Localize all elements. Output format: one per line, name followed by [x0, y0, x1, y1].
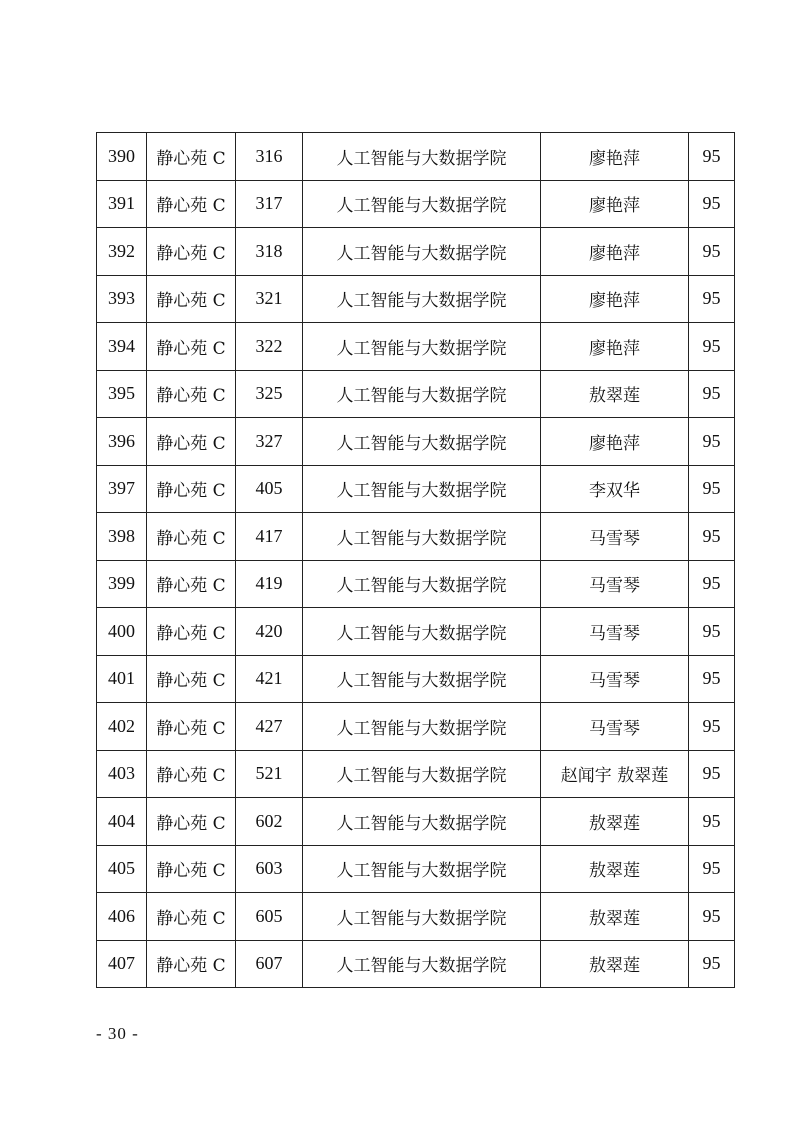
room-number-cell: 327 — [236, 418, 303, 466]
table-row — [97, 323, 735, 371]
score-cell: 95 — [689, 323, 735, 371]
row-number-cell: 402 — [97, 703, 147, 751]
table-row — [97, 655, 735, 703]
score-cell: 95 — [689, 703, 735, 751]
score-cell: 95 — [689, 133, 735, 181]
building-cell: 静心苑 C — [147, 133, 236, 181]
room-number-cell: 321 — [236, 275, 303, 323]
room-number-cell: 427 — [236, 703, 303, 751]
room-number-cell: 605 — [236, 893, 303, 941]
college-cell: 人工智能与大数据学院 — [303, 703, 541, 751]
room-number-cell: 405 — [236, 465, 303, 513]
teacher-cell: 赵闻宇 敖翠莲 — [541, 750, 689, 798]
college-cell: 人工智能与大数据学院 — [303, 893, 541, 941]
score-cell: 95 — [689, 940, 735, 988]
row-number-cell: 394 — [97, 323, 147, 371]
college-cell: 人工智能与大数据学院 — [303, 465, 541, 513]
score-cell: 95 — [689, 893, 735, 941]
row-number-cell: 392 — [97, 228, 147, 276]
teacher-cell: 敖翠莲 — [541, 370, 689, 418]
teacher-cell: 廖艳萍 — [541, 228, 689, 276]
row-number-cell: 397 — [97, 465, 147, 513]
room-number-cell: 420 — [236, 608, 303, 656]
table-row — [97, 940, 735, 988]
room-number-cell: 421 — [236, 655, 303, 703]
row-number-cell: 398 — [97, 513, 147, 561]
score-cell: 95 — [689, 418, 735, 466]
college-cell: 人工智能与大数据学院 — [303, 560, 541, 608]
row-number-cell: 405 — [97, 845, 147, 893]
teacher-cell: 廖艳萍 — [541, 275, 689, 323]
score-cell: 95 — [689, 180, 735, 228]
college-cell: 人工智能与大数据学院 — [303, 275, 541, 323]
building-cell: 静心苑 C — [147, 703, 236, 751]
teacher-cell: 敖翠莲 — [541, 798, 689, 846]
teacher-cell: 敖翠莲 — [541, 940, 689, 988]
teacher-cell: 廖艳萍 — [541, 323, 689, 371]
score-cell: 95 — [689, 798, 735, 846]
table-row — [97, 465, 735, 513]
table-row — [97, 133, 735, 181]
score-cell: 95 — [689, 513, 735, 561]
score-cell: 95 — [689, 228, 735, 276]
teacher-cell: 马雪琴 — [541, 655, 689, 703]
building-cell: 静心苑 C — [147, 845, 236, 893]
teacher-cell: 马雪琴 — [541, 513, 689, 561]
score-cell: 95 — [689, 560, 735, 608]
table-row — [97, 228, 735, 276]
college-cell: 人工智能与大数据学院 — [303, 418, 541, 466]
row-number-cell: 395 — [97, 370, 147, 418]
row-number-cell: 401 — [97, 655, 147, 703]
teacher-cell: 马雪琴 — [541, 703, 689, 751]
table-row — [97, 703, 735, 751]
table-row — [97, 370, 735, 418]
teacher-cell: 廖艳萍 — [541, 180, 689, 228]
college-cell: 人工智能与大数据学院 — [303, 845, 541, 893]
room-number-cell: 603 — [236, 845, 303, 893]
room-number-cell: 316 — [236, 133, 303, 181]
table-body — [97, 133, 735, 988]
table-row — [97, 275, 735, 323]
building-cell: 静心苑 C — [147, 560, 236, 608]
table-row — [97, 750, 735, 798]
college-cell: 人工智能与大数据学院 — [303, 133, 541, 181]
building-cell: 静心苑 C — [147, 513, 236, 561]
room-number-cell: 607 — [236, 940, 303, 988]
building-cell: 静心苑 C — [147, 180, 236, 228]
building-cell: 静心苑 C — [147, 608, 236, 656]
building-cell: 静心苑 C — [147, 370, 236, 418]
teacher-cell: 廖艳萍 — [541, 418, 689, 466]
college-cell: 人工智能与大数据学院 — [303, 370, 541, 418]
table-row — [97, 560, 735, 608]
row-number-cell: 391 — [97, 180, 147, 228]
room-number-cell: 322 — [236, 323, 303, 371]
college-cell: 人工智能与大数据学院 — [303, 180, 541, 228]
college-cell: 人工智能与大数据学院 — [303, 655, 541, 703]
room-number-cell: 521 — [236, 750, 303, 798]
building-cell: 静心苑 C — [147, 940, 236, 988]
room-number-cell: 318 — [236, 228, 303, 276]
row-number-cell: 399 — [97, 560, 147, 608]
room-number-cell: 325 — [236, 370, 303, 418]
row-number-cell: 393 — [97, 275, 147, 323]
teacher-cell: 马雪琴 — [541, 560, 689, 608]
building-cell: 静心苑 C — [147, 275, 236, 323]
table-row — [97, 180, 735, 228]
row-number-cell: 406 — [97, 893, 147, 941]
room-number-cell: 419 — [236, 560, 303, 608]
row-number-cell: 390 — [97, 133, 147, 181]
page-number: - 30 - — [96, 1024, 139, 1043]
room-number-cell: 317 — [236, 180, 303, 228]
college-cell: 人工智能与大数据学院 — [303, 608, 541, 656]
score-cell: 95 — [689, 608, 735, 656]
score-cell: 95 — [689, 750, 735, 798]
row-number-cell: 396 — [97, 418, 147, 466]
score-cell: 95 — [689, 370, 735, 418]
teacher-cell: 敖翠莲 — [541, 845, 689, 893]
college-cell: 人工智能与大数据学院 — [303, 513, 541, 561]
row-number-cell: 407 — [97, 940, 147, 988]
building-cell: 静心苑 C — [147, 465, 236, 513]
teacher-cell: 李双华 — [541, 465, 689, 513]
table-row — [97, 893, 735, 941]
teacher-cell: 敖翠莲 — [541, 893, 689, 941]
table-row — [97, 798, 735, 846]
building-cell: 静心苑 C — [147, 655, 236, 703]
teacher-cell: 马雪琴 — [541, 608, 689, 656]
score-cell: 95 — [689, 465, 735, 513]
college-cell: 人工智能与大数据学院 — [303, 750, 541, 798]
score-cell: 95 — [689, 655, 735, 703]
college-cell: 人工智能与大数据学院 — [303, 798, 541, 846]
room-number-cell: 602 — [236, 798, 303, 846]
row-number-cell: 404 — [97, 798, 147, 846]
building-cell: 静心苑 C — [147, 750, 236, 798]
table-row — [97, 513, 735, 561]
college-cell: 人工智能与大数据学院 — [303, 940, 541, 988]
building-cell: 静心苑 C — [147, 798, 236, 846]
college-cell: 人工智能与大数据学院 — [303, 228, 541, 276]
dormitory-score-table — [96, 132, 735, 988]
table-row — [97, 845, 735, 893]
row-number-cell: 403 — [97, 750, 147, 798]
building-cell: 静心苑 C — [147, 228, 236, 276]
building-cell: 静心苑 C — [147, 893, 236, 941]
room-number-cell: 417 — [236, 513, 303, 561]
college-cell: 人工智能与大数据学院 — [303, 323, 541, 371]
building-cell: 静心苑 C — [147, 323, 236, 371]
table-row — [97, 608, 735, 656]
row-number-cell: 400 — [97, 608, 147, 656]
score-cell: 95 — [689, 845, 735, 893]
teacher-cell: 廖艳萍 — [541, 133, 689, 181]
building-cell: 静心苑 C — [147, 418, 236, 466]
score-cell: 95 — [689, 275, 735, 323]
table-row — [97, 418, 735, 466]
